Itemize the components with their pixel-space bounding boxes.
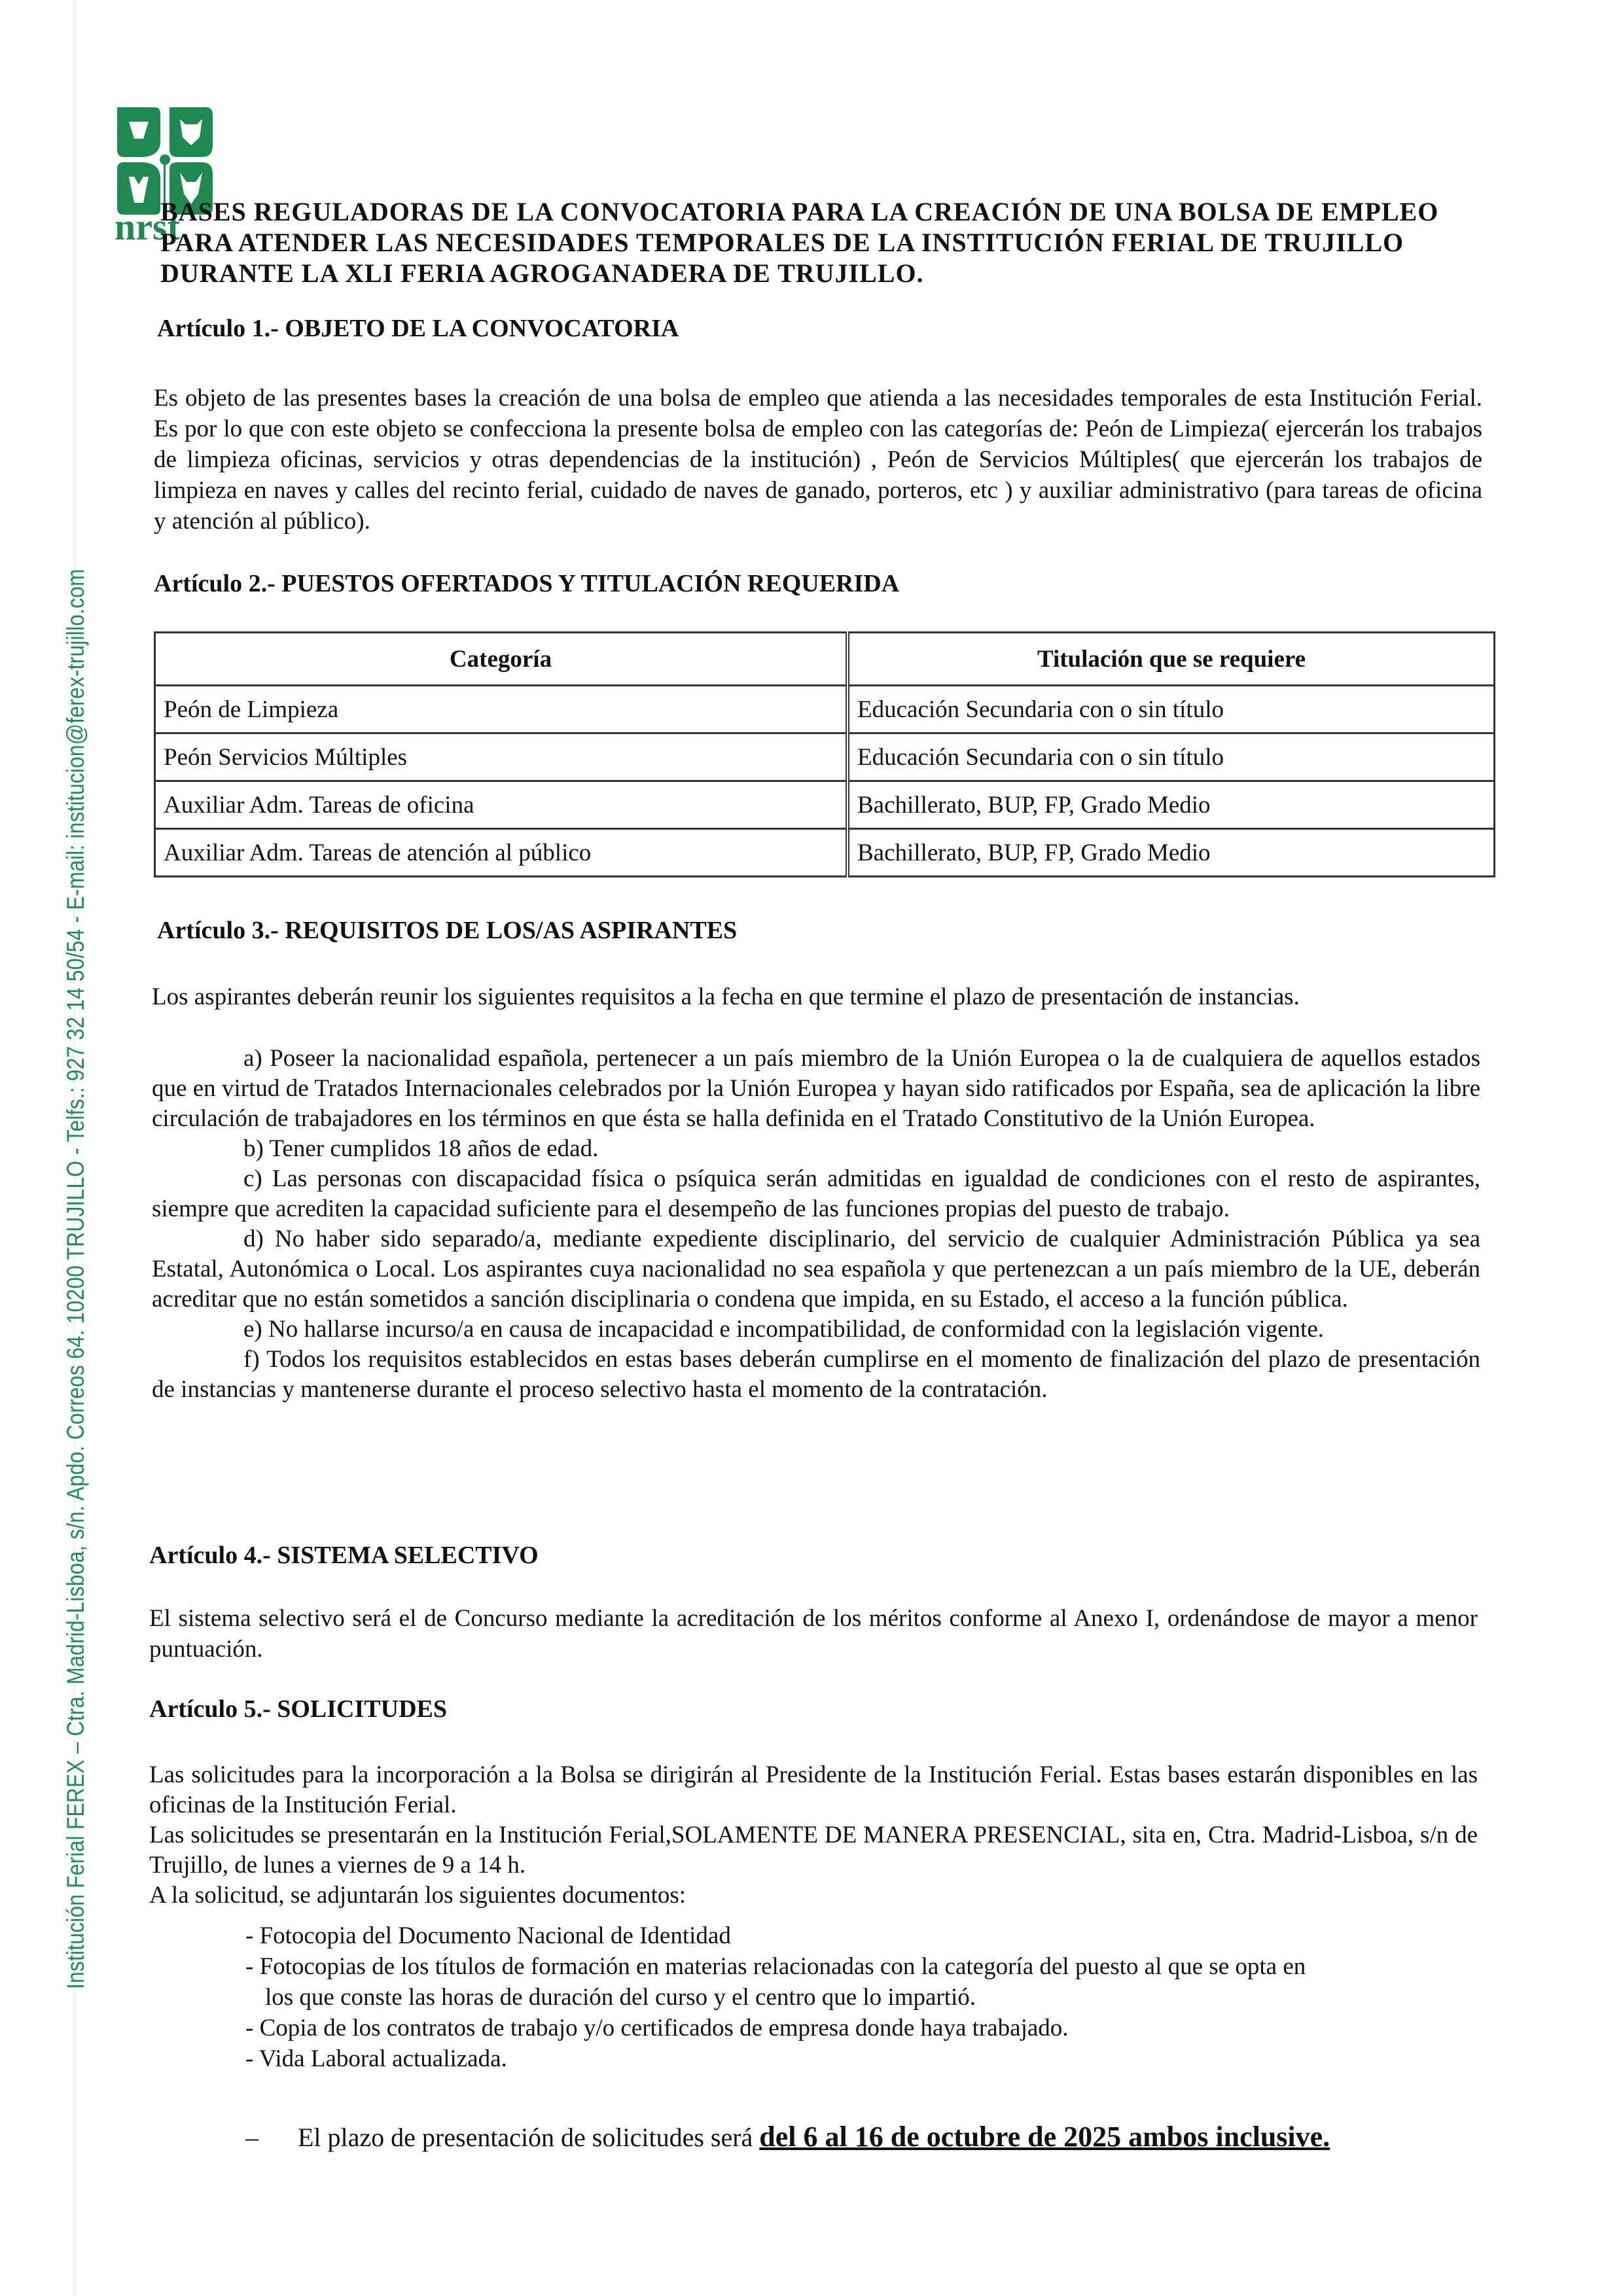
article-5-heading: Artículo 5.- SOLICITUDES xyxy=(149,1695,447,1723)
document-item-continuation: los que conste las horas de duración del curso y el centro que lo impartió. xyxy=(265,1984,976,2011)
requirement-item: a) Poseer la nacionalidad española, pertenecer a un país miembro de la Unión Europea o la de cualquiera de aquellos estados que en virtud de Tratados Internacionales celebrados por la Unión Europea y hayan sido ratificados por España, sea de aplicación la libre circulación de trabajadores en los términos en que ésta se halla definida en el Tratado Constitutivo de la Unión Europea. xyxy=(152,1045,1480,1132)
document-item: - Copia de los contratos de trabajo y/o certificados de empresa donde haya trabajado. xyxy=(245,2015,1069,2041)
table-cell-categoria: Auxiliar Adm. Tareas de oficina xyxy=(155,781,848,829)
deadline-notice xyxy=(245,2120,1330,2153)
table-cell-categoria: Peón de Limpieza xyxy=(155,686,848,733)
document-item: - Fotocopia del Documento Nacional de Identidad xyxy=(245,1922,731,1949)
table-cell-titulacion: Educación Secundaria con o sin título xyxy=(847,733,1495,781)
article-3-requirements xyxy=(152,1044,1480,1405)
table-cell-titulacion: Bachillerato, BUP, FP, Grado Medio xyxy=(847,781,1495,829)
document-item: - Vida Laboral actualizada. xyxy=(245,2045,507,2072)
table-cell-categoria: Auxiliar Adm. Tareas de atención al público xyxy=(155,829,848,877)
requirement-item: f) Todos los requisitos establecidos en estas bases deberán cumplirse en el momento de finalización del plazo de presentación de instancias y mantenerse durante el proceso selectivo hasta el momento de la contratación. xyxy=(152,1346,1480,1403)
requirement-item: d) No haber sido separado/a, mediante expediente disciplinario, del servicio de cualquier Administración Pública ya sea Estatal, Autonómica o Local. Los aspirantes cuya nacionalidad no sea española y que pertenezcan a un país miembro de la UE, deberán acreditar que no están sometidos a sanción disciplinaria o condena que impida, en su Estado, el acceso a la función pública. xyxy=(152,1226,1480,1313)
article-2-heading: Artículo 2.- PUESTOS OFERTADOS Y TITULACIÓN REQUERIDA xyxy=(154,570,900,597)
article-5-p1: Las solicitudes para la incorporación a la Bolsa se dirigirán al Presidente de la Institución Ferial. Estas bases estarán disponibles en las oficinas de la Institución Ferial. xyxy=(149,1761,1478,1818)
deadline-prefix: El plazo de presentación de solicitudes será xyxy=(298,2123,760,2152)
table-row xyxy=(155,781,1495,829)
document-item: - Fotocopias de los títulos de formación en materias relacionadas con la categoría del puesto al que se opta en xyxy=(245,1953,1306,1980)
title-line-2: PARA ATENDER LAS NECESIDADES TEMPORALES DE LA INSTITUCIÓN FERIAL DE TRUJILLO xyxy=(160,228,1404,257)
table-header-row xyxy=(155,633,1495,686)
table-row xyxy=(155,733,1495,781)
table-cell-titulacion: Bachillerato, BUP, FP, Grado Medio xyxy=(847,829,1495,877)
table-header-categoria: Categoría xyxy=(155,633,848,686)
table-row xyxy=(155,686,1495,733)
svg-text:nrst: nrst xyxy=(115,205,180,242)
requirement-item: b) Tener cumplidos 18 años de edad. xyxy=(243,1135,599,1162)
table-header-titulacion: Titulación que se requiere xyxy=(847,633,1495,686)
article-5-p2: Las solicitudes se presentarán en la Institución Ferial,SOLAMENTE DE MANERA PRESENCIAL, sita en, Ctra. Madrid-Lisboa, s/n de Trujillo, de lunes a viernes de 9 a 14 h. xyxy=(149,1822,1478,1879)
article-5-p3: A la solicitud, se adjuntarán los siguientes documentos: xyxy=(149,1882,687,1909)
puestos-table xyxy=(154,631,1495,877)
article-4-heading: Artículo 4.- SISTEMA SELECTIVO xyxy=(149,1542,539,1569)
requirement-item: c) Las personas con discapacidad física o psíquica serán admitidas en igualdad de condiciones con el resto de aspirantes, siempre que acrediten la capacidad suficiente para el desempeño de las funciones propias del puesto de trabajo. xyxy=(152,1165,1480,1222)
article-5-body xyxy=(149,1760,1478,1911)
table-row xyxy=(155,829,1495,877)
article-1-body xyxy=(154,383,1482,537)
required-documents-list xyxy=(245,1920,1489,2074)
article-1-heading: Artículo 1.- OBJETO DE LA CONVOCATORIA xyxy=(157,315,679,342)
deadline-bullet: – xyxy=(245,2123,259,2152)
table-cell-titulacion: Educación Secundaria con o sin título xyxy=(847,686,1495,733)
document-title xyxy=(160,196,1489,289)
article-3-intro: Los aspirantes deberán reunir los siguientes requisitos a la fecha en que termine el plazo de presentación de instancias. xyxy=(152,983,1300,1010)
title-line-3: DURANTE LA XLI FERIA AGROGANADERA DE TRUJILLO. xyxy=(160,258,924,288)
article-4-body: El sistema selectivo será el de Concurso mediante la acreditación de los méritos conforme al Anexo I, ordenándose de mayor a menor puntuación. xyxy=(149,1605,1478,1663)
article-3-heading: Artículo 3.- REQUISITOS DE LOS/AS ASPIRANTES xyxy=(157,917,738,944)
article-1-text: Es objeto de las presentes bases la creación de una bolsa de empleo que atienda a las necesidades temporales de esta Institución Ferial. Es por lo que con este objeto se confecciona la presente bolsa de empleo con las categorías de: Peón de Limpieza( ejercerán los trabajos de limpieza oficinas, servicios y otras dependencias de la institución) , Peón de Servicios Múltiples( que ejercerán los trabajos de limpieza en naves y calles del recinto ferial, cuidado de naves de ganado, porteros, etc ) y auxiliar administrativo (para tareas de oficina y atención al público). xyxy=(154,385,1482,535)
requirement-item: e) No hallarse incurso/a en causa de incapacidad e incompatibilidad, de conformidad con la legislación vigente. xyxy=(243,1316,1324,1343)
deadline-dates: del 6 al 16 de octubre de 2025 ambos inclusive. xyxy=(759,2121,1330,2153)
title-line-1: BASES REGULADORAS DE LA CONVOCATORIA PARA LA CREACIÓN DE UNA BOLSA DE EMPLEO xyxy=(160,197,1439,226)
table-cell-categoria: Peón Servicios Múltiples xyxy=(155,733,848,781)
sidebar-contact-line: Institución Ferial FEREX – Ctra. Madrid-Lisboa, s/n. Apdo. Correos 64. 10200 TRUJILLO - Telfs.: 927 32 14 50/54 - E-mail: institucion@ferex-trujillo.com xyxy=(62,569,89,1990)
